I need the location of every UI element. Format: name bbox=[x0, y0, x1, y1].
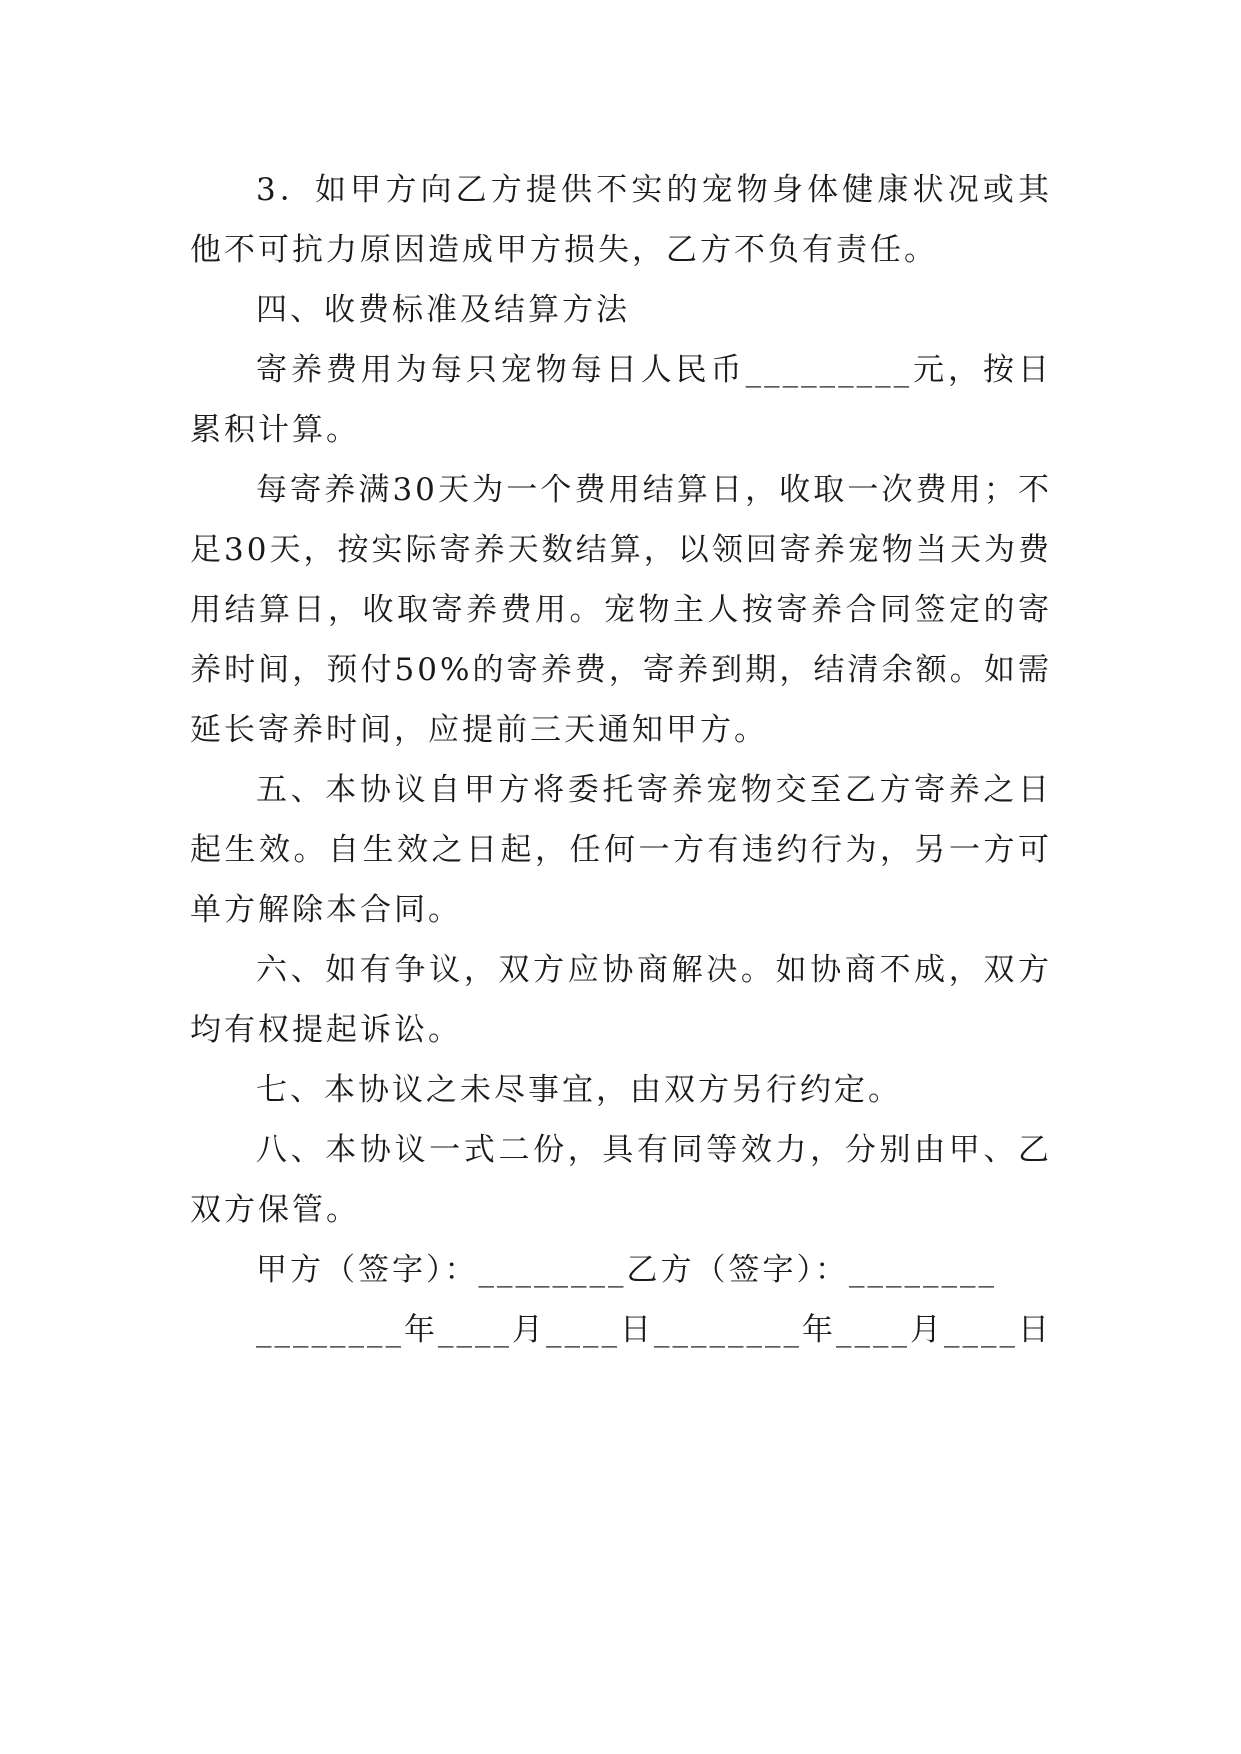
signature-line: 甲方（签字）：________乙方（签字）：________ bbox=[256, 1252, 997, 1288]
document-page bbox=[190, 160, 1052, 1360]
section-4-heading: 四、收费标准及结算方法 bbox=[256, 292, 630, 328]
section-6-paragraph: 六、如有争议，双方应协商解决。如协商不成，双方均有权提起诉讼。 bbox=[190, 952, 1052, 1048]
section-5-paragraph: 五、本协议自甲方将委托寄养宠物交至乙方寄养之日起生效。自生效之日起，任何一方有违约行为，另一方可单方解除本合同。 bbox=[190, 772, 1052, 928]
date-line: ________年____月____日________年____月____日 bbox=[256, 1312, 1052, 1348]
clause-3-paragraph: 3．如甲方向乙方提供不实的宠物身体健康状况或其他不可抗力原因造成甲方损失，乙方不负有责任。 bbox=[190, 172, 1052, 268]
section-7-paragraph: 七、本协议之未尽事宜，由双方另行约定。 bbox=[256, 1072, 902, 1108]
settlement-paragraph: 每寄养满30天为一个费用结算日，收取一次费用；不足30天，按实际寄养天数结算，以领回寄养宠物当天为费用结算日，收取寄养费用。宠物主人按寄养合同签定的寄养时间，预付50%的寄养费，寄养到期，结清余额。如需延长寄养时间，应提前三天通知甲方。 bbox=[190, 472, 1052, 748]
section-8-paragraph: 八、本协议一式二份，具有同等效力，分别由甲、乙双方保管。 bbox=[190, 1132, 1052, 1228]
fee-rate-paragraph: 寄养费用为每只宠物每日人民币_________元，按日累积计算。 bbox=[190, 352, 1052, 448]
